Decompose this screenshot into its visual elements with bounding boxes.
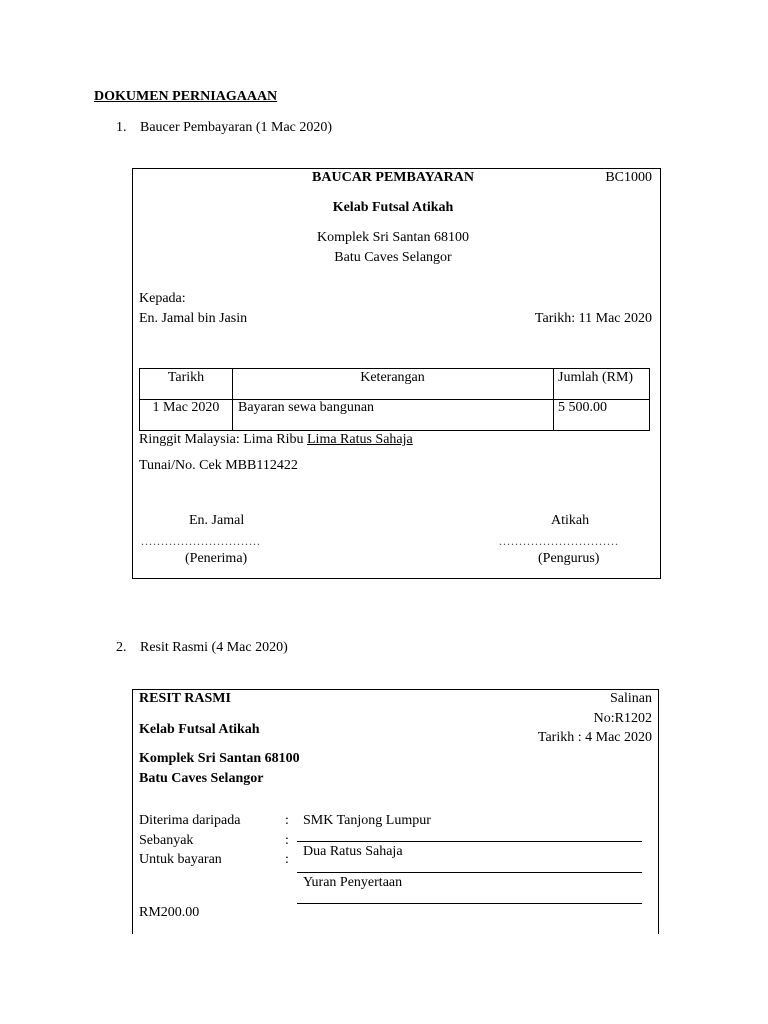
signature-right-role: (Pengurus) bbox=[538, 551, 600, 566]
label-received-from: Diterima daripada bbox=[139, 813, 241, 828]
value-payment-for: Yuran Penyertaan bbox=[303, 875, 403, 890]
colon-from: : bbox=[285, 813, 289, 828]
value-amount: Dua Ratus Sahaja bbox=[303, 844, 403, 859]
receipt-copy: Salinan bbox=[610, 691, 652, 706]
line-amount bbox=[297, 872, 642, 873]
amount-in-words bbox=[139, 432, 413, 448]
voucher-code: BC1000 bbox=[605, 170, 652, 185]
voucher-date: Tarikh: 11 Mac 2020 bbox=[534, 311, 652, 326]
signature-left-line: .............................. bbox=[141, 534, 261, 548]
receipt-club: Kelab Futsal Atikah bbox=[139, 722, 260, 737]
amount-words-underlined: Lima Ratus Sahaja bbox=[307, 432, 413, 447]
voucher-to-label: Kepada: bbox=[139, 291, 186, 306]
voucher-club: Kelab Futsal Atikah bbox=[332, 200, 454, 215]
line-payment-for bbox=[297, 903, 642, 904]
voucher-table bbox=[139, 368, 650, 431]
voucher-address1: Komplek Sri Santan 68100 bbox=[316, 230, 470, 245]
receipt-date: Tarikh : 4 Mac 2020 bbox=[537, 730, 652, 745]
receipt-address1: Komplek Sri Santan 68100 bbox=[139, 751, 300, 766]
section2-number: 2. bbox=[116, 640, 127, 655]
label-amount: Sebanyak bbox=[139, 833, 194, 848]
line-received-from bbox=[297, 841, 642, 842]
section2-title: Resit Rasmi (4 Mac 2020) bbox=[140, 640, 288, 655]
signature-right-line: .............................. bbox=[499, 534, 619, 548]
table-header-date: Tarikh bbox=[167, 370, 205, 385]
signature-left-name: En. Jamal bbox=[189, 513, 245, 528]
amount-words-prefix: Ringgit Malaysia: Lima Ribu bbox=[139, 432, 307, 447]
table-header-amount: Jumlah (RM) bbox=[558, 370, 634, 385]
section1-number: 1. bbox=[116, 120, 127, 135]
receipt-address2: Batu Caves Selangor bbox=[139, 771, 264, 786]
receipt-total: RM200.00 bbox=[139, 905, 200, 920]
label-payment-for: Untuk bayaran bbox=[139, 852, 222, 867]
receipt-number: No:R1202 bbox=[593, 711, 652, 726]
colon-for: : bbox=[285, 852, 289, 867]
cheque-number: Tunai/No. Cek MBB112422 bbox=[139, 458, 298, 473]
official-receipt bbox=[132, 689, 659, 934]
table-cell-date: 1 Mac 2020 bbox=[152, 400, 220, 415]
voucher-title: BAUCAR PEMBAYARAN bbox=[312, 170, 474, 185]
document-heading: DOKUMEN PERNIAGAAAN bbox=[94, 89, 278, 104]
receipt-title: RESIT RASMI bbox=[139, 691, 231, 706]
payment-voucher bbox=[132, 168, 661, 579]
signature-left-role: (Penerima) bbox=[185, 551, 248, 566]
voucher-address2: Batu Caves Selangor bbox=[334, 250, 452, 265]
signature-right-name: Atikah bbox=[551, 513, 590, 528]
value-received-from: SMK Tanjong Lumpur bbox=[303, 813, 431, 828]
table-cell-description: Bayaran sewa bangunan bbox=[238, 400, 375, 415]
colon-amount: : bbox=[285, 833, 289, 848]
table-cell-amount: 5 500.00 bbox=[558, 400, 607, 415]
voucher-to-name: En. Jamal bin Jasin bbox=[139, 311, 248, 326]
section1-title: Baucer Pembayaran (1 Mac 2020) bbox=[140, 120, 333, 135]
table-header-description: Keterangan bbox=[360, 370, 425, 385]
